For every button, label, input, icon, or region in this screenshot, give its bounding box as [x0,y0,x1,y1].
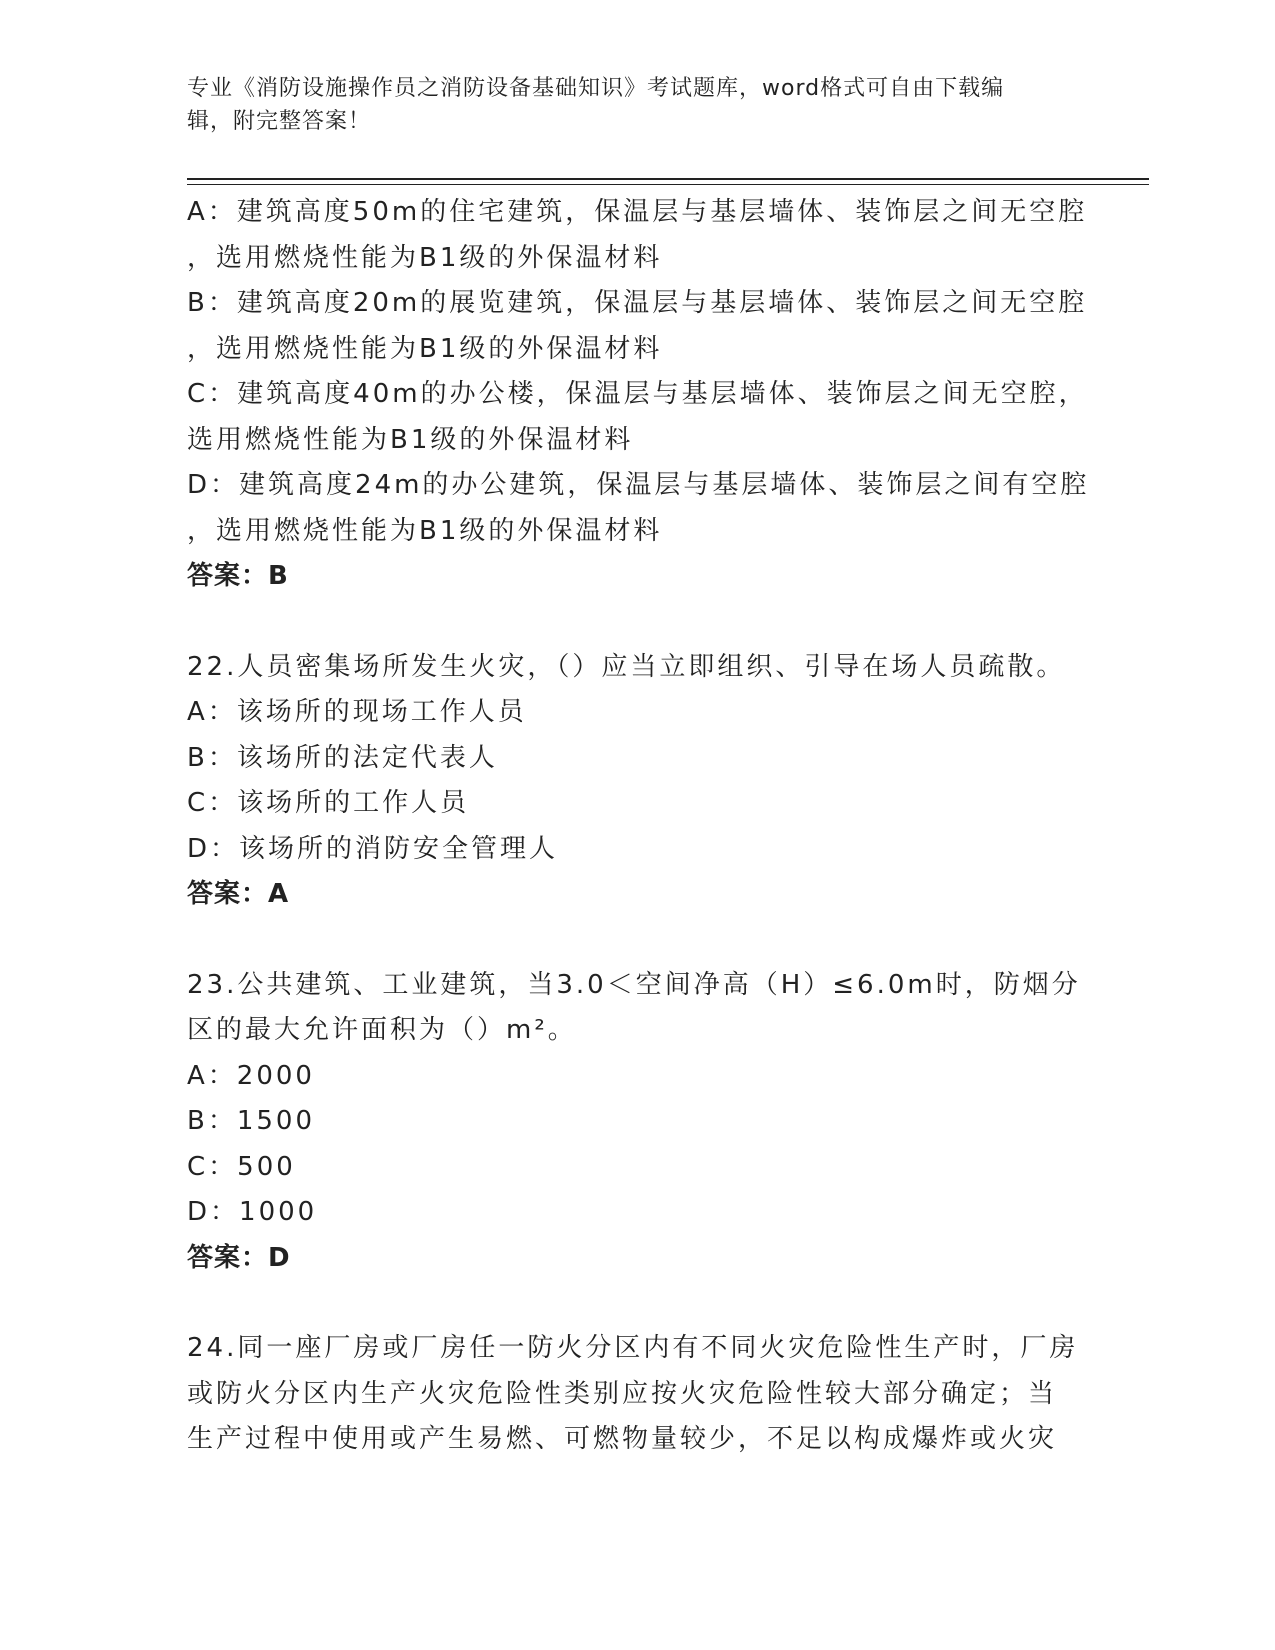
question-23 [187,963,1087,1282]
option-d: D：该场所的消防安全管理人 [187,833,559,864]
header-line-2: 辑，附完整答案！ [187,109,372,134]
question-text-line-2: 区的最大允许面积为（）m²。 [187,1015,577,1045]
option-d: D：1000 [187,1197,318,1227]
option-a: A：2000 [187,1060,315,1091]
header-line-1: 专业《消防设施操作员之消防设备基础知识》考试题库，word格式可自由下载编 [187,76,1005,101]
answer: 答案：D [187,1242,291,1273]
option-a-line-1: A：建筑高度50m的住宅建筑，保温层与基层墙体、装饰层之间无空腔 [187,197,1088,227]
question-text-line-1: 24.同一座厂房或厂房任一防火分区内有不同火灾危险性生产时，厂房 [187,1333,1079,1363]
question-text: 22.人员密集场所发生火灾，（）应当立即组织、引导在场人员疏散。 [187,651,1066,682]
option-b: B：1500 [187,1106,316,1136]
option-b-line-1: B：建筑高度20m的展览建筑，保温层与基层墙体、装饰层之间无空腔 [187,288,1088,318]
option-a-line-2: ，选用燃烧性能为B1级的外保温材料 [187,242,663,273]
spacer [187,600,1087,645]
option-b: B：该场所的法定代表人 [187,742,498,773]
question-text-line-3: 生产过程中使用或产生易燃、可燃物量较少，不足以构成爆炸或火灾 [187,1424,1058,1454]
spacer [187,918,1087,963]
option-d-line-1: D：建筑高度24m的办公建筑，保温层与基层墙体、装饰层之间有空腔 [187,470,1090,500]
option-a: A：该场所的现场工作人员 [187,697,527,727]
option-c-line-2: 选用燃烧性能为B1级的外保温材料 [187,424,634,455]
question-22 [187,645,1087,918]
option-c-line-1: C：建筑高度40m的办公楼，保温层与基层墙体、装饰层之间无空腔， [187,379,1088,409]
question-content [187,190,1090,1463]
header-rule-thin [187,184,1149,185]
option-c: C：该场所的工作人员 [187,788,470,818]
question-text-line-2: 或防火分区内生产火灾危险性类别应按火灾危险性较大部分确定；当 [187,1378,1058,1409]
question-24 [187,1326,1087,1463]
option-d-line-2: ，选用燃烧性能为B1级的外保温材料 [187,515,663,546]
header-rule-thick [187,178,1149,180]
option-b-line-2: ，选用燃烧性能为B1级的外保温材料 [187,333,663,364]
answer: 答案：A [187,879,290,909]
question-21 [187,190,1090,600]
option-c: C：500 [187,1151,296,1182]
answer: 答案：B [187,561,289,591]
document-header [187,72,1067,138]
spacer [187,1281,1087,1326]
question-text-line-1: 23.公共建筑、工业建筑，当3.0＜空间净高（H）≤6.0m时，防烟分 [187,969,1081,1000]
